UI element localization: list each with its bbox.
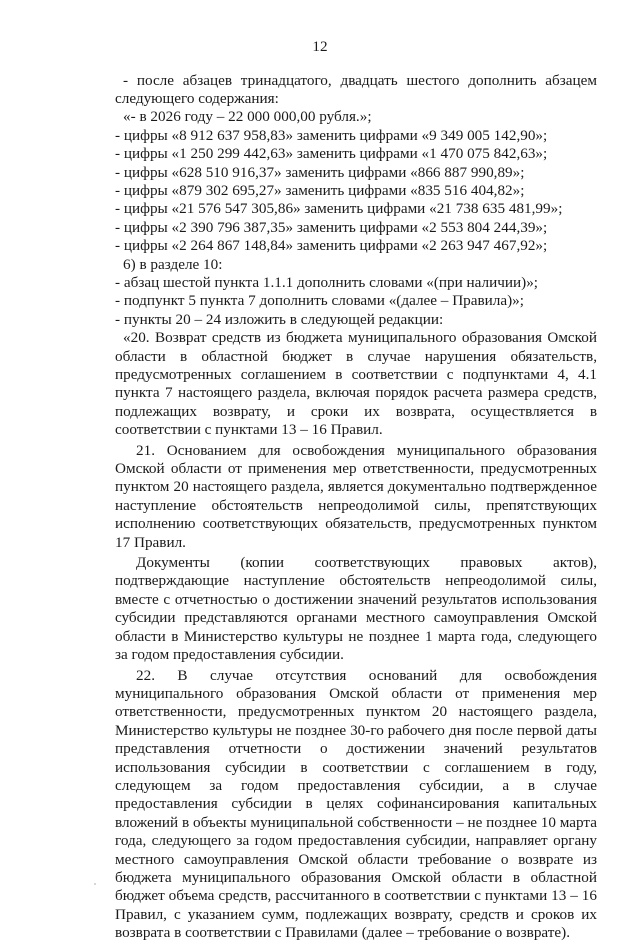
paragraph-points-20-24: - пункты 20 – 24 изложить в следующей редакции:: [115, 310, 444, 328]
page-number: 12: [312, 38, 328, 55]
paragraph-section-10-heading: 6) в разделе 10:: [123, 255, 223, 273]
paragraph-inserted-2026-amount: «- в 2026 году – 22 000 000,00 рубля.»;: [123, 108, 372, 126]
paragraph-point-1-1-1: - абзац шестой пункта 1.1.1 дополнить словами «(при наличии)»;: [115, 273, 539, 291]
paragraph-point-20: «20. Возврат средств из бюджета муниципального образования Омской области в областной бюджет в случае нарушения обязательств, предусмотренных соглашением в соответствии с подпунктами 4, 4.1 пункта 7 настоящего раздела, включая порядок расчета размера средств, подлежащих возврату, и сроки их возврата, осуществляется в соответствии с пунктами 13 – 16 Правил.: [115, 329, 597, 439]
paragraph-replace-figures-1: - цифры «8 912 637 958,83» заменить цифрами «9 349 005 142,90»;: [115, 126, 548, 144]
paragraph-replace-figures-6: - цифры «2 390 796 387,35» заменить цифрами «2 553 804 244,39»;: [115, 218, 548, 236]
paragraph-add-after-paragraphs: - после абзацев тринадцатого, двадцать шестого дополнить абзацем следующего содержания:: [115, 71, 597, 107]
document-body: [115, 72, 597, 943]
paragraph-point-7-subpoint-5: - подпункт 5 пункта 7 дополнить словами «(далее – Правила)»;: [115, 292, 524, 310]
scan-artifact-dot: [94, 883, 96, 885]
paragraph-replace-figures-4: - цифры «879 302 695,27» заменить цифрами «835 516 404,82»;: [115, 181, 525, 199]
paragraph-documents: Документы (копии соответствующих правовых актов), подтверждающие наступление обстоятельств непреодолимой силы, вместе с отчетностью о достижении значений результатов использования субсидии представляются органами местного самоуправления Омской области в Министерство культуры не позднее 1 марта года, следующего за годом предоставления субсидии.: [115, 554, 597, 664]
paragraph-point-21: 21. Основанием для освобождения муниципального образования Омской области от применения мер ответственности, предусмотренных пунктом 20 настоящего раздела, является документально подтвержденное наступление обстоятельств непреодолимой силы, препятствующих исполнению соответствующих обязательств, предусмотренных пунктом 17 Правил.: [115, 441, 597, 551]
paragraph-replace-figures-3: - цифры «628 510 916,37» заменить цифрами «866 887 990,89»;: [115, 163, 525, 181]
paragraph-replace-figures-7: - цифры «2 264 867 148,84» заменить цифрами «2 263 947 467,92»;: [115, 237, 548, 255]
paragraph-point-22: 22. В случае отсутствия оснований для освобождения муниципального образования Омской области от применения мер ответственности, предусмотренных пунктом 20 настоящего раздела, Министерство культуры не позднее 30-го рабочего дня после первой даты представления отчетности о достижении значений результатов использования субсидии в соответствии с соглашением в году, следующем за годом предоставления субсидии, а в случае предоставления субсидии в целях софинансирования капитальных вложений в объекты муниципальной собственности – не позднее 10 марта года, следующего за годом предоставления субсидии, направляет органу местного самоуправления Омской области требование о возврате из бюджета муниципального образования Омской области в областной бюджет объема средств, рассчитанного в соответствии с пунктами 13 – 16 Правил, с указанием сумм, подлежащих возврату, средств и сроков их возврата в соответствии с Правилами (далее – требование о возврате).: [115, 666, 597, 942]
paragraph-replace-figures-5: - цифры «21 576 547 305,86» заменить цифрами «21 738 635 481,99»;: [115, 200, 563, 218]
paragraph-replace-figures-2: - цифры «1 250 299 442,63» заменить цифрами «1 470 075 842,63»;: [115, 145, 548, 163]
